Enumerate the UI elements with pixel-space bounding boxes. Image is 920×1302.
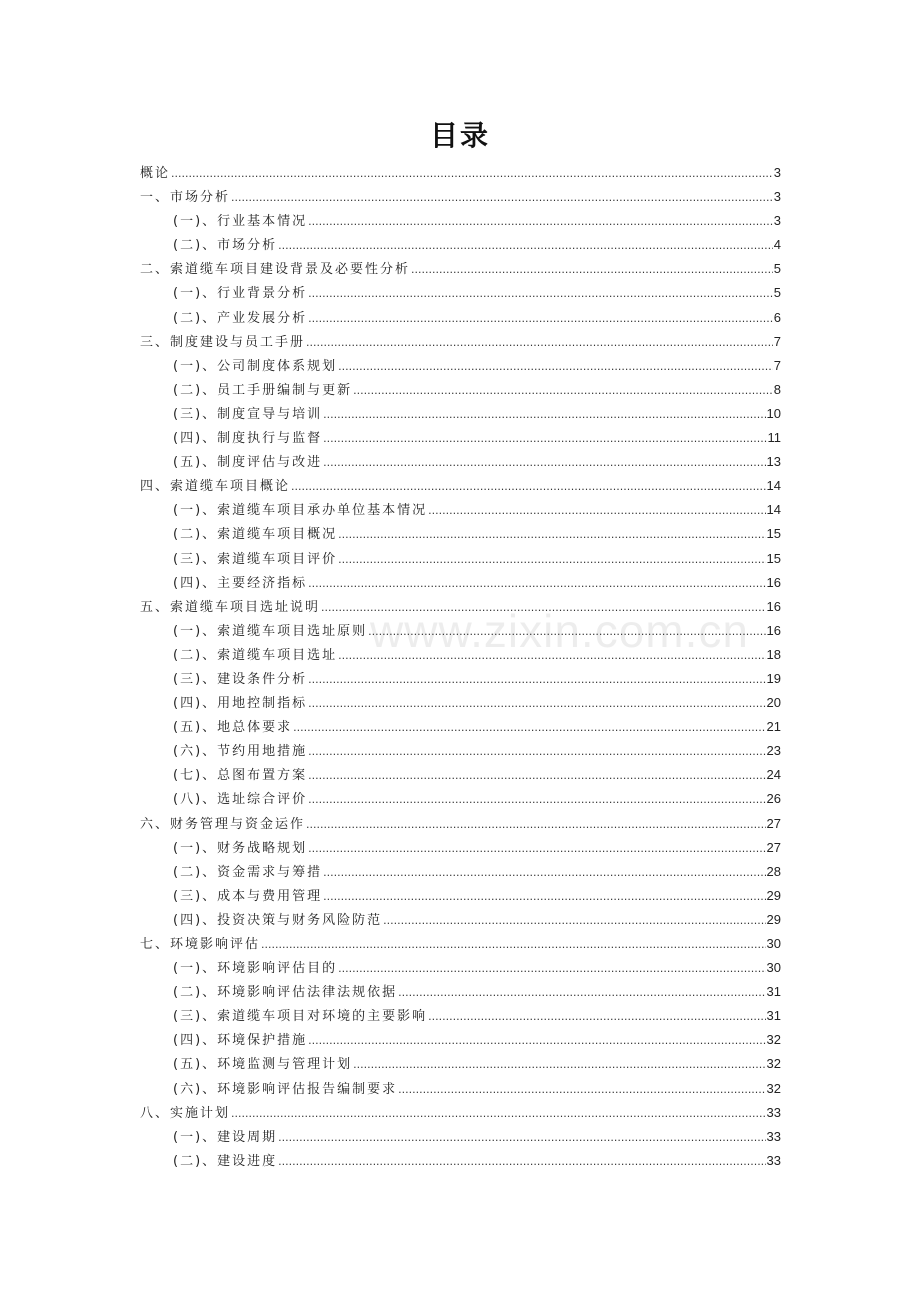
toc-entry-label: (二)、产业发展分析 — [173, 310, 308, 326]
toc-page-number: 21 — [766, 719, 781, 735]
toc-entry-label: 八、实施计划 — [140, 1105, 231, 1121]
toc-entry-label: (二)、资金需求与筹措 — [173, 864, 323, 880]
toc-page-number: 15 — [766, 550, 781, 566]
toc-subentry[interactable] — [140, 1053, 781, 1077]
toc-entry[interactable] — [140, 186, 781, 210]
toc-entry-label: (六)、环境影响评估报告编制要求 — [173, 1081, 398, 1097]
dot-leader — [323, 866, 765, 879]
watermark: www.zixin.com.cn — [370, 605, 749, 657]
toc-entry-label: (三)、成本与费用管理 — [173, 888, 323, 904]
toc-entry-label: (五)、制度评估与改进 — [173, 455, 323, 471]
dot-leader — [308, 842, 765, 855]
toc-page-number: 20 — [766, 695, 781, 711]
toc-subentry[interactable] — [140, 355, 781, 379]
toc-subentry[interactable] — [140, 909, 781, 933]
toc-page-number: 15 — [766, 526, 781, 542]
toc-subentry[interactable] — [140, 1005, 781, 1029]
toc-entry-label: (四)、主要经济指标 — [173, 575, 308, 591]
dot-leader — [231, 1107, 766, 1120]
toc-page-number: 16 — [766, 622, 781, 638]
toc-entry-label: (八)、选址综合评价 — [173, 792, 308, 808]
toc-subentry[interactable] — [140, 668, 781, 692]
dot-leader — [398, 986, 765, 999]
dot-leader — [308, 697, 765, 710]
toc-page-number: 26 — [766, 791, 781, 807]
toc-entry-label: 四、索道缆车项目概论 — [140, 479, 291, 495]
toc-entry-label: (一)、环境影响评估目的 — [173, 961, 338, 977]
dot-leader — [308, 577, 765, 590]
toc-page-number: 5 — [773, 261, 781, 277]
toc-entry-label: (一)、建设周期 — [173, 1129, 278, 1145]
dot-leader — [308, 769, 765, 782]
toc-page-number: 27 — [766, 839, 781, 855]
toc-subentry[interactable] — [140, 499, 781, 523]
toc-entry[interactable] — [140, 475, 781, 499]
toc-entry-label: 概论 — [140, 166, 171, 181]
toc-entry-label: (二)、索道缆车项目概况 — [173, 527, 338, 543]
toc-page-number: 29 — [766, 911, 781, 927]
dot-leader — [278, 1155, 765, 1168]
toc-subentry[interactable] — [140, 740, 781, 764]
toc-page-number: 28 — [766, 863, 781, 879]
toc-page-number: 16 — [766, 574, 781, 590]
toc-entry-label: (二)、员工手册编制与更新 — [173, 382, 353, 398]
toc-subentry[interactable] — [140, 307, 781, 331]
toc-subentry[interactable] — [140, 885, 781, 909]
dot-leader — [308, 793, 765, 806]
toc-page-number: 3 — [773, 189, 781, 205]
dot-leader — [308, 1034, 765, 1047]
dot-leader — [338, 962, 765, 975]
dot-leader — [368, 625, 765, 638]
toc-entry-label: 三、制度建设与员工手册 — [140, 334, 306, 350]
toc-subentry[interactable] — [140, 282, 781, 306]
dot-leader — [338, 553, 765, 566]
toc-page-number: 14 — [766, 478, 781, 494]
toc-subentry[interactable] — [140, 572, 781, 596]
toc-page-number: 18 — [766, 646, 781, 662]
toc-subentry[interactable] — [140, 1126, 781, 1150]
toc-subentry[interactable] — [140, 692, 781, 716]
toc-subentry[interactable] — [140, 981, 781, 1005]
toc-page-number: 32 — [766, 1032, 781, 1048]
dot-leader — [428, 1010, 765, 1023]
dot-leader — [323, 408, 765, 421]
dot-leader — [338, 528, 765, 541]
toc-page-number: 33 — [766, 1152, 781, 1168]
toc-subentry[interactable] — [140, 1150, 781, 1174]
toc-page-number: 14 — [766, 502, 781, 518]
dot-leader — [383, 914, 765, 927]
toc-entry-label: (二)、建设进度 — [173, 1153, 278, 1169]
dot-leader — [306, 336, 773, 349]
dot-leader — [323, 456, 765, 469]
toc-page-number: 32 — [766, 1056, 781, 1072]
toc-subentry[interactable] — [140, 548, 781, 572]
toc-page-number: 5 — [773, 285, 781, 301]
toc-entry[interactable] — [140, 1102, 781, 1126]
dot-leader — [398, 1083, 765, 1096]
dot-leader — [323, 432, 766, 445]
toc-entry-label: (五)、环境监测与管理计划 — [173, 1057, 353, 1073]
toc-page-number: 31 — [766, 1008, 781, 1024]
toc-entry-label: (一)、行业背景分析 — [173, 286, 308, 302]
toc-subentry[interactable] — [140, 234, 781, 258]
toc-page-number: 32 — [766, 1080, 781, 1096]
toc-page-number: 23 — [766, 743, 781, 759]
toc-subentry[interactable] — [140, 1078, 781, 1102]
dot-leader — [261, 938, 766, 951]
dot-leader — [308, 215, 773, 228]
dot-leader — [353, 384, 773, 397]
dot-leader — [338, 649, 765, 662]
toc-entry-label: (二)、索道缆车项目选址 — [173, 647, 338, 663]
dot-leader — [308, 287, 773, 300]
toc-subentry[interactable] — [140, 861, 781, 885]
dot-leader — [308, 745, 765, 758]
dot-leader — [306, 818, 766, 831]
toc-page-number: 29 — [766, 887, 781, 903]
toc-subentry[interactable] — [140, 620, 781, 644]
toc-page-number: 3 — [773, 165, 781, 180]
toc-page-number: 19 — [766, 670, 781, 686]
toc-entry-label: (二)、市场分析 — [173, 238, 278, 254]
dot-leader — [293, 721, 765, 734]
toc-entry-label: 五、索道缆车项目选址说明 — [140, 599, 321, 615]
toc-subentry[interactable] — [140, 957, 781, 981]
toc-entry-label: (四)、制度执行与监督 — [173, 431, 323, 447]
toc-page-number: 13 — [766, 454, 781, 470]
toc-entry-label: (三)、索道缆车项目评价 — [173, 551, 338, 567]
toc-subentry[interactable] — [140, 523, 781, 547]
toc-page-number: 7 — [773, 333, 781, 349]
toc-entry[interactable] — [140, 813, 781, 837]
toc-entry-label: (一)、公司制度体系规划 — [173, 358, 338, 374]
toc-entry[interactable] — [140, 331, 781, 355]
toc-subentry[interactable] — [140, 644, 781, 668]
dot-leader — [278, 239, 773, 252]
toc-page-number: 10 — [766, 405, 781, 421]
toc-subentry[interactable] — [140, 427, 781, 451]
dot-leader — [428, 504, 765, 517]
toc-subentry[interactable] — [140, 788, 781, 812]
toc-subentry[interactable] — [140, 837, 781, 861]
toc-page-number: 27 — [766, 815, 781, 831]
toc-entry-label: (一)、行业基本情况 — [173, 214, 308, 230]
toc-entry-label: (四)、环境保护措施 — [173, 1033, 308, 1049]
toc-entry-label: (七)、总图布置方案 — [173, 768, 308, 784]
toc-page-number: 4 — [773, 237, 781, 253]
toc-entry-label: (一)、索道缆车项目承办单位基本情况 — [173, 503, 428, 519]
toc-entry-label: (四)、用地控制指标 — [173, 696, 308, 712]
toc-page-number: 30 — [766, 960, 781, 976]
toc-page-number: 3 — [773, 213, 781, 229]
dot-leader — [323, 890, 765, 903]
toc-page-number: 31 — [766, 984, 781, 1000]
toc-entry-label: (四)、投资决策与财务风险防范 — [173, 912, 383, 928]
toc-subentry[interactable] — [140, 379, 781, 403]
toc-page-number: 33 — [766, 1104, 781, 1120]
toc-entry[interactable] — [140, 258, 781, 282]
dot-leader — [321, 601, 766, 614]
toc-entry-label: (三)、建设条件分析 — [173, 671, 308, 687]
toc-subentry[interactable] — [140, 403, 781, 427]
toc-entry-label: 七、环境影响评估 — [140, 937, 261, 952]
toc-page-number: 11 — [767, 430, 781, 446]
dot-leader — [231, 191, 773, 204]
dot-leader — [353, 1058, 765, 1071]
toc-entry-label: (三)、索道缆车项目对环境的主要影响 — [173, 1009, 428, 1025]
table-of-contents — [140, 162, 781, 1174]
toc-page-number: 16 — [766, 598, 781, 614]
dot-leader — [338, 360, 773, 373]
toc-page-number: 24 — [766, 767, 781, 783]
toc-page-number: 33 — [766, 1128, 781, 1144]
toc-entry-label: (三)、制度宣导与培训 — [173, 406, 323, 422]
dot-leader — [308, 673, 765, 686]
toc-page-number: 6 — [773, 309, 781, 325]
dot-leader — [278, 1131, 765, 1144]
dot-leader — [291, 480, 766, 493]
toc-page-number: 8 — [773, 381, 781, 397]
toc-page-number: 30 — [766, 936, 781, 951]
toc-entry-label: (五)、地总体要求 — [173, 720, 293, 736]
toc-subentry[interactable] — [140, 716, 781, 740]
toc-entry-label: (六)、节约用地措施 — [173, 744, 308, 760]
toc-page-number: 7 — [773, 357, 781, 373]
dot-leader — [171, 167, 773, 180]
page-title: 目录 — [429, 119, 490, 152]
toc-entry[interactable] — [140, 933, 781, 957]
dot-leader — [411, 263, 773, 276]
toc-entry-label: 一、市场分析 — [140, 190, 231, 206]
toc-subentry[interactable] — [140, 1029, 781, 1053]
toc-subentry[interactable] — [140, 764, 781, 788]
toc-entry[interactable] — [140, 162, 781, 186]
toc-entry[interactable] — [140, 596, 781, 620]
toc-entry-label: (二)、环境影响评估法律法规依据 — [173, 985, 398, 1001]
toc-subentry[interactable] — [140, 451, 781, 475]
toc-entry-label: 六、财务管理与资金运作 — [140, 816, 306, 832]
dot-leader — [308, 312, 773, 325]
toc-entry-label: 二、索道缆车项目建设背景及必要性分析 — [140, 262, 411, 278]
toc-subentry[interactable] — [140, 210, 781, 234]
toc-entry-label: (一)、财务战略规划 — [173, 840, 308, 856]
toc-entry-label: (一)、索道缆车项目选址原则 — [173, 623, 368, 639]
